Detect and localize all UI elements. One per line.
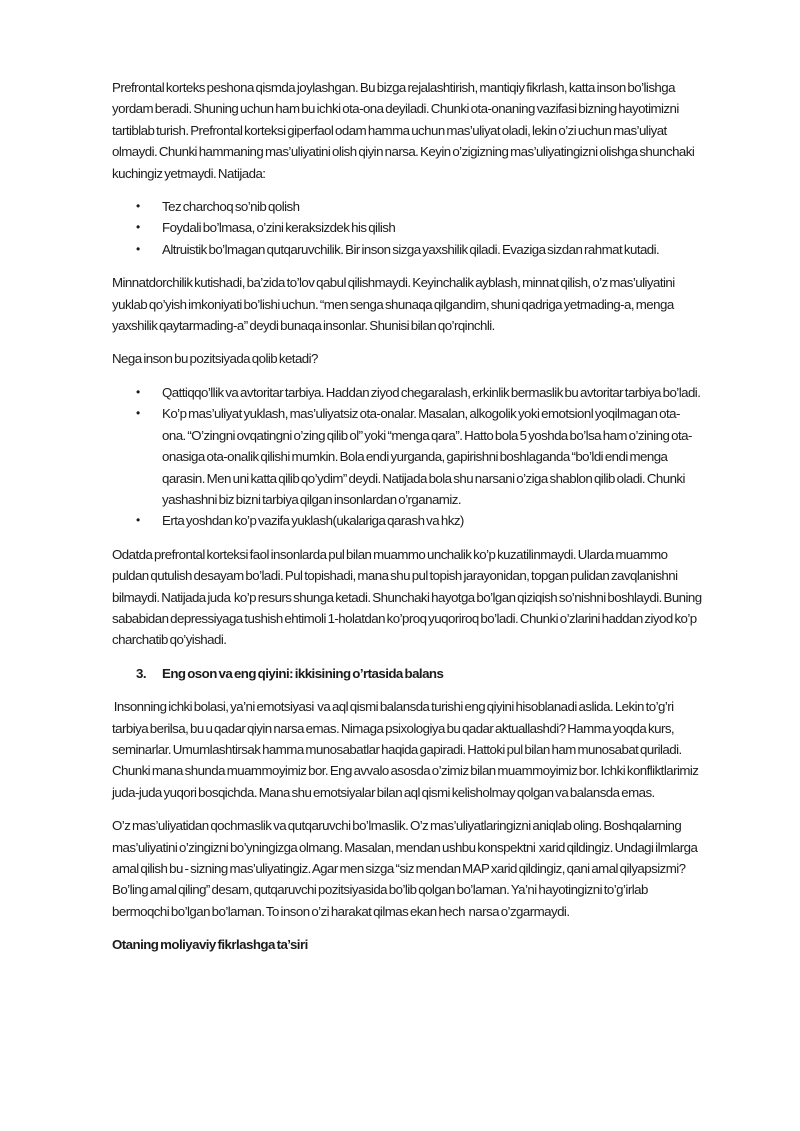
paragraph-masuliyat: O’z mas’uliyatidan qochmaslik va qutqaruvchi bo’lmaslik. O’z mas’uliyatlaringizni aniqlab oling. Boshqalarning mas’uliyatini o’zingizni bo’yningizga olmang. Masalan, mendan ushbu konspektni xarid qildingiz. Undagi ilmlarga amal qilish bu - sizning mas’uliyatingiz. Agar men sizga “siz mendan MAP xarid qildingiz, qani amal qilyapsizmi? Bo’ling amal qiling” desam, qutqaruvchi pozitsiyasida bo’lib qolgan bo’laman. Ya’ni hayotingizni to’g’irlab bermoqchi bo’lgan bo’laman. To inson o’zi harakat qilmas ekan hech narsa o’zgarmaydi. [112,818,700,919]
bullet-icon: • [136,220,140,235]
bullet-icon: • [136,384,140,399]
paragraph-odatda-prefrontal: Odatda prefrontal korteksi faol insonlarda pul bilan muammo unchalik ko’p kuzatilinmaydi. Ularda muammo puldan qutulish desayam bo’ladi. Pul topishadi, mana shu pul topish jarayonidan, topgan pulidan zavqlanishni bilmaydi. Natijada juda ko’p resurs shunga ketadi. Shunchaki hayotga bo’lgan qiziqish so’nishni boshlaydi. Buning sababidan depressiyaga tushish ehtimoli 1-holatdan ko’proq yuqoriroq bo’ladi. Chunki o’zlarini haddan ziyod ko’p charchatib qo’yishadi. [112,546,704,648]
bullet-list-natijada [112,196,702,260]
list-item-text: Tez charchoq so’nib qolish [162,199,300,215]
list-item-text: Qattiqqo’llik va avtoritar tarbiya. Haddan ziyod chegaralash, erkinlik bermaslik bu avtoritar tarbiya bo’ladi. [162,384,701,400]
section-heading-otaning-moliyaviy: Otaning moliyaviy fikrlashga ta’siri [112,937,308,953]
list-item-text: Altruistik bo’lmagan qutqaruvchilik. Bir inson sizga yaxshilik qiladi. Evaziga sizdan rahmat kutadi. [162,241,660,257]
numbered-heading-balans [136,663,702,684]
bullet-icon: • [136,199,140,214]
bullet-icon: • [136,406,140,421]
bullet-list-sabablar [112,382,702,532]
list-item [136,382,702,403]
heading-text: Eng oson va eng qiyini: ikkisining o’rtasida balans [162,665,444,681]
bullet-icon: • [136,241,140,256]
paragraph-question: Nega inson bu pozitsiyada qolib ketadi? [112,351,318,367]
paragraph-ichki-bola: Insonning ichki bolasi, ya’ni emotsiyasi va aql qismi balansda turishi eng qiyini hisoblanadi aslida. Lekin to’g’ri tarbiya berilsa, bu u qadar qiyin narsa emas. Nimaga psixologiya bu qadar aktuallashdi? Hamma yoqda kurs, seminarlar. Umumlashtirsak hamma munosabatlar haqida gapiradi. Hattoki pul bilan ham munosabat quriladi. Chunki mana shunda muammoyimiz bor. Eng avvalo asosda o’zimiz bilan muammoyimiz bor. Ichki konfliktlarimiz juda-juda yuqori bosqichda. Mana shu emotsiyalar bilan aql qismi kelisholmay qolgan va balansda emas. [112,699,701,800]
list-item-text: Ko’p mas’uliyat yuklash, mas’uliyatsiz ota-onalar. Masalan, alkogolik yoki emotsionl yoqilmagan ota-ona. “O’zingni ovqatingni o’zing qilib ol” yoki “menga qara”. Hatto bola 5 yoshda bo’lsa ham o’zining ota-onasiga ota-onalik qilishi mumkin. Bola endi yurganda, gapirishni boshlaganda “bo’ldi endi menga qarasin. Men uni katta qilib qo’ydim” deydi. Natijada bola shu narsani o’ziga shablon qilib oladi. Chunki yashashni biz bizni tarbiya qilgan insonlardan o’rganamiz. [162,406,692,507]
list-item [136,217,702,238]
list-item-text: Foydali bo’lmasa, o’zini keraksizdek his qilish [162,220,396,236]
bullet-icon: • [136,513,140,528]
list-item [136,403,702,510]
paragraph-prefrontal-korteks: Prefrontal korteks peshona qismda joylashgan. Bu bizga rejalashtirish, mantiqiy fikrlash, katta inson bo’lishga yordam beradi. Shuning uchun ham bu ichki ota-ona deyiladi. Chunki ota-onaning vazifasi bizning hayotimizni tartiblab turish. Prefrontal korteksi giperfaol odam hamma uchun mas’uliyat oladi, lekin o’zi uchun mas’uliyat olmaydi. Chunki hammaning mas’uliyatini olish qiyin narsa. Keyin o’zigizning mas’uliyatingizni olishga shunchaki kuchingiz yetmaydi. Natijada: [112,80,697,181]
list-item-text: Erta yoshdan ko’p vazifa yuklash(ukalariga qarash va hkz) [162,513,464,529]
list-item [136,510,702,531]
heading-number: 3. [136,665,146,681]
paragraph-minnatdorchilik: Minnatdorchilik kutishadi, ba’zida to’lov qabul qilishmaydi. Keyinchalik ayblash, minnat qilish, o’z mas’uliyatini yuklab qo’yish imkoniyati bo’lishi uchun. “men senga shunaqa qilgandim, shuni qadriga yetmading-a, menga yaxshilik qaytarmading-a” deydi bunaqa insonlar. Shunisi bilan qo’rqinchli. [112,275,677,334]
list-item [136,239,702,260]
list-item [136,196,702,217]
